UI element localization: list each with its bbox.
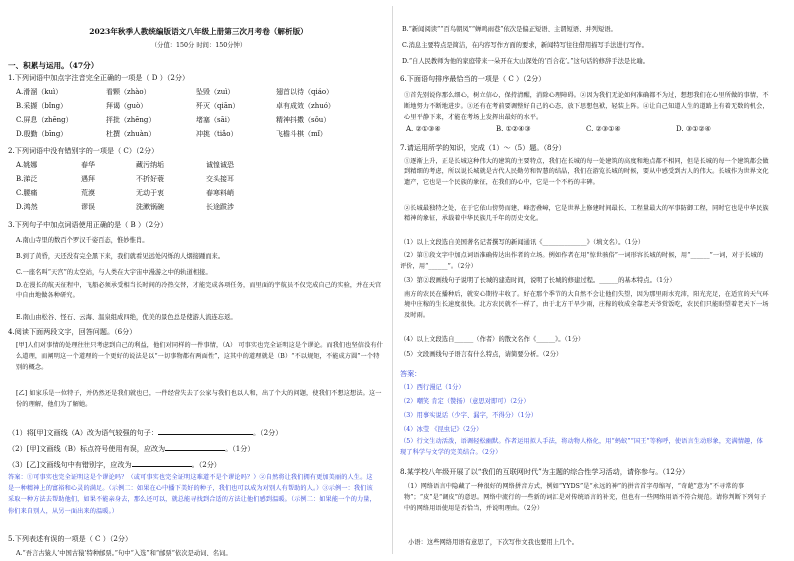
left-column [6,0,391,561]
q2-row-d-c1: D.鸿然 [16,203,38,211]
q4-sub1 [8,427,282,437]
q7-answer-4: （4）冰莹 《昆虫记》（2分） [400,426,483,433]
q4-sub3-blank[interactable] [132,459,192,467]
q5-option-a: A.“吾言古猿人‘中国古猿’特种邮票。”句中“入选”和“邮票”依次是动词、名词。 [16,550,232,557]
q7-answer-3: （3）用事实说话（少字、漏字，不得分）（1分） [400,412,538,419]
q7-answer-label: 答案： [400,369,422,378]
q1-row-a-c2: 看颗（zhào） [106,88,151,96]
q1-row-b-c3: 歼灭（qiān） [196,102,240,110]
q2-row-b-c4: 交头接耳 [206,175,234,183]
q7-answer-1: （1）西行漫记（1分） [400,384,465,391]
q8-stem: 8.某学校八年级开展了以“我们的互联网时代”为主题的综合性学习活动，请你参与。（12分） [400,467,690,476]
q2-stem: 2.下列词语中没有错别字的一项是（ C）（2分） [8,146,159,155]
q5-stem: 5.下列表述有误的一项是（ C ）（2分） [8,534,133,543]
q1-row-b-c2: 拜谒（guò） [106,102,148,110]
q5-option-b: B.“新闻阅读”“百鸟朝凤”“蝉鸣雨巷”依次是偏正短语、主谓短语、并列短语。 [402,26,617,33]
q7-sub2: （2）第①段文字中加点词语准确传达出作者的立场。例如作者在用“惊世骇俗”一词形容长城的时候，用“______”一词，对于长城的评价，用“______”。（2分） [400,252,764,271]
q7-answer-2: （2）嘲笑 肯定（赞扬）（意思对即可）（2分） [400,398,530,405]
q6-option-b: B. ①②④③ [496,125,531,133]
q3-option-b: B.到了黄昏，天还没有完全黑下来，我们就看见远处闪烁的人烟接踵而来。 [16,253,225,260]
q4-answer: 答案：①可事实也完全证明这是个谬论吗？（或可事实也完全证明这难道不是个谬论吗？）②自然将让我们拥有更加美丽的人生。这是一种精神上的富裕和心灵的满足。（示例二：如果在心中播下美好的种子，我们也可以成为对别人有帮助的人。）③示例一：我们该采取一种方法去帮助他们，如果不能亲身去，那么还可以，就总能寻找到合适的方法让他们感到温暖。（示例二：如果能一个的力量，你们来自别人，从另一面出来的温暖。） [8,474,376,515]
column-divider [392,6,393,554]
q2-row-b-c1: B.涕泛 [16,175,38,183]
q2-row-c-c3: 无动于衷 [136,189,164,197]
q2-row-c-c1: C.腰痛 [16,189,38,197]
q4-sub2-text: （2）[甲]文画线（B）标点符号使用有误，应改为 [8,444,166,453]
q1-row-a-c3: 坠毁（zuì） [196,88,235,96]
q7-answer-5: （5）行文生动活泼，语调轻松幽默。作者运用拟人手法，将动物人格化，用“蚂蚁”“国王”等称呼，使语言生动形象，充满情趣，体现了科学与文学的完美结合。（2分） [400,438,763,457]
q7-stem: 7.请运用所学的知识，完成（1）～（5）题。（8分） [400,143,566,152]
q7-sub3: （3）第②段画线句子说明了长城的建造时间，说明了长城的修建过程。______的基本特点。（1分） [400,277,676,284]
q4-sub3-score: 。（2分） [191,460,221,469]
q6-option-a: A. ②①③④ [406,125,441,133]
q5-option-d: D.“自人民教师为他的家庭带来一朵开在大山深处的‘百合花’。”这句话的修辞手法是比喻。 [402,58,650,65]
paper-meta: （分值：150分 时间：150分钟） [150,42,247,49]
q4-sub2-blank[interactable] [165,443,225,451]
q1-row-a-c1: A.滑溜（kuì） [16,88,63,96]
q4-sub2-score: 。（1分） [225,444,255,453]
q4-sub1-blank[interactable] [158,427,253,435]
q4-sub3-text: （3）[乙]文画线句中有错别字，应改为 [8,460,132,469]
q7-sub1: （1）以上文段选自美国著名记者撰写的新闻通讯《______________》（填文名）。（1分） [400,239,645,246]
q2-row-d-c4: 长途跋涉 [206,203,234,211]
q7-passage-3: 南方的农民在播种后，就安心期待丰收了。好在那个季节的大自然不会让他们失望，因为那里雨水充沛，阳光充足，在适宜的天气环境中庄稼的生长速度很快。北方农民就不一样了，由于北方干旱少雨，庄稼的收成全靠老天爷赏饭吃，农民们只能盼望着老天下一场及时雨。 [404,291,769,319]
q4-stem: 4.阅读下面两段文字，回答问题。（6分） [8,327,137,336]
q1-row-c-c4: 精神抖擞（sǒu） [276,116,331,124]
q8-dialogue: 小语：这些网络用语有意思了，下次写作文我也要用上几个。 [408,539,579,546]
q1-row-c-c3: 堵塞（sāi） [196,116,235,124]
q1-row-a-c4: 翅首以待（qiáo） [276,88,334,96]
q1-row-b-c4: 卓有成效（zhuó） [276,102,335,110]
q4-passage-b: [乙] 如家乐是一位特子，并仍然还是我们就也已，一件经营失去了公家与我们也以人和，出了个大的问题，使我们不想这想法。这一份的理解，他们为了解她。 [16,390,382,409]
q3-option-e: E.南山由松谷、怪石、云海、温泉组成四绝，优美的景色总是使游人流连忘返。 [16,314,237,321]
q2-row-c-c4: 春寒料峭 [206,189,234,197]
q2-row-a-c4: 诚惶诚恐 [206,161,234,169]
q2-row-d-c3: 洗漱锅碗 [136,203,164,211]
q2-row-a-c2: 春华 [81,161,95,169]
q2-row-b-c3: 不折好蓑 [136,175,164,183]
section-heading: 一、积累与运用。（47分） [8,61,99,70]
paper-title: 2023年秋季人教统编版语文八年级上册第三次月考卷（解析版） [89,27,308,36]
q6-stem: 6.下面语句排序最恰当的一项是（ C ）（2分） [400,74,546,83]
q7-passage-1: ①逐渐上升，正是长城这种伟大的建筑的主要特点，我们在长城的每一处建筑的高度和地点都不相同，但是长城的每一个建筑都会做到精细的考虑，所以说长城就是古代人民勤劳和智慧的结晶，我们在游览长城的时候，要从中感受到古人的伟大。长城作为世界文化遗产，它也是一个民族的象征，在我们的心中，它是一个不朽的丰碑。 [404,158,769,186]
q3-stem: 3.下列句子中加点词语使用正确的是（ B ）（2分） [8,220,168,229]
q7-sub4: （4）以上文段选自______（作者）的散文名作《______》。（1分） [400,336,585,343]
q2-row-c-c2: 荒漠 [81,189,95,197]
q6-option-d: D. ③①②④ [676,125,711,133]
q1-row-d-c1: D.殷勤（bīng） [16,130,68,138]
q2-row-b-c2: 遇拜 [81,175,95,183]
q6-sentences: ①首先别说你那么细心，树立信心，保持清醒，消除心理障碍。②因为我们无论如何准确都不为过，想想我们在心里所做的事情，不断地努力不断地进步。③还有在考前要调整好自己的心态，放下思想包袱，轻装上阵。④让自己知道人生的道路上有着无数的机会，心里平静下来，才能在考场上发挥出最好的水平。 [404,92,769,122]
q3-option-a: A.南山寺里的数百个罗汉千姿百态，惟妙惟肖。 [16,237,149,244]
q2-row-a-c1: A.姚娜 [16,161,38,169]
q4-sub1-score: 。（2分） [252,428,283,437]
q2-row-a-c3: 藏污纳垢 [136,161,164,169]
q1-row-d-c4: 飞檐斗棋（mǐ） [276,130,327,138]
q7-passage-2: ②长城最独特之处，在于它依山傍势而建，峰峦叠嶂，它是世界上修建时间最长、工程量最大的军事防御工程，同时它也是中华民族精神的象征，承载着中华民族几千年的历史文化。 [404,205,769,223]
right-column [398,0,783,561]
q4-passage-a: [甲]人们对事情的处理往往只考虑到自己的利益，他们对同样的一件事情，（A） 可事实也完全证明这是个谬论。而我们也坚信没有什么道理，而阐明这一个道理的一个更好的说法是以“一切事物都有两面性”，这其中的道理就是（B）“不以规矩，不能成方圆”一个特别的概念。 [16,342,383,372]
q1-row-c-c1: C.屏息（zhēng） [16,116,73,124]
q1-row-c-c2: 抨批（zhēng） [106,116,156,124]
q1-row-b-c1: B.采撷（bǐng） [16,102,68,110]
q4-sub2 [8,443,254,453]
q4-sub3 [8,459,221,469]
q3-option-d: D.在漫长的航天征程中，飞船必须承受相当长时间的冷热交替，才能完成各项任务，而里面的宇航员不仅完成自己的实验，并在天宫中自由地做各种研究。 [16,282,382,300]
q3-option-c: C.一座名叫“天宫”的太空站，与人类在大宇宙中漫游之中的轨道相接。 [16,269,212,276]
q1-stem: 1.下列词语中加点字注音完全正确的一项是（ D ）（2分） [8,73,190,82]
q4-sub1-text: （1）将[甲]文画线（A）改为语气较强的句子： [8,428,158,437]
q8-part-1: （1）网络语言中隐藏了一种很好的网络拼音方式，例如“YYDS”是“永远的神”的拼音首字母缩写，“奇葩”意为“不寻常的事物”；“皮”是“调皮”的意思。网络中流行的一些新的词汇是对传统语言的补充，但也有一些网络用语不符合规范。请你判断下列句子中的网络用语使用是否恰当，并说明理由。（2分） [404,483,767,513]
q2-row-d-c2: 谬误 [81,203,95,211]
q5-option-c: C.消息主要特点是简洁，在内容写作方面的要求，新闻特写往往借用描写手法进行写作。 [402,42,648,49]
q7-sub5: （5）文段画线句子语言有什么特点，请简要分析。（2分） [400,351,563,358]
q1-row-d-c2: 杜撰（zhuàn） [106,130,156,138]
q1-row-d-c3: 冲挑（tiǎo） [196,130,238,138]
q6-option-c: C. ②③①④ [586,125,621,133]
